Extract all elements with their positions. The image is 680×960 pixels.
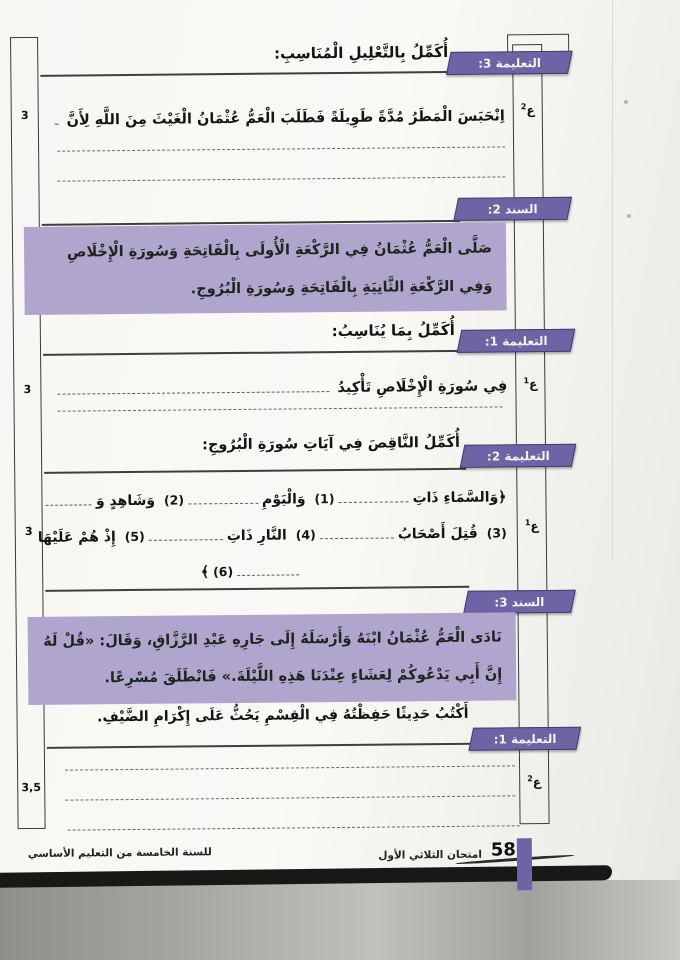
footer-level-label: للسنة الخامسة من التعليم الأساسي (27, 846, 212, 861)
score-value: 3 (23, 382, 32, 397)
answer-line (57, 146, 505, 151)
criteria-label: ع$^2$ (520, 102, 535, 118)
section-banner: التعليمة 3: (446, 51, 573, 75)
page-number: 58 (490, 839, 516, 861)
answer-blank (338, 489, 408, 503)
answer-blank (57, 391, 329, 395)
section-divider (47, 743, 475, 749)
answer-blank (46, 492, 92, 505)
answer-line (58, 406, 503, 411)
answer-line (68, 825, 520, 830)
score-value: 3 (24, 524, 33, 539)
answer-blank (320, 525, 394, 539)
section-banner: التعليمة 2: (460, 444, 577, 468)
page-number-bar (517, 838, 532, 890)
verse-line: (6)﴾ (57, 560, 509, 581)
score-value: 3 (20, 108, 29, 123)
section-title: أُكَمِّلُ بِمَا يُنَاسِبُ: (331, 320, 455, 341)
answer-blank (55, 124, 59, 125)
section-divider (45, 586, 469, 592)
criteria-column (512, 44, 549, 824)
section-banner: التعليمة 1: (468, 727, 581, 751)
section-divider (43, 350, 463, 356)
section-banner: السند 2: (453, 197, 572, 221)
verse-line: (3) قُتِلَ أَصْحَابُ(4) النَّارِ ذَاتِ(5) إِذْ هُمْ عَلَيْهَا (37, 525, 507, 546)
section-divider (40, 70, 512, 76)
criteria-label: ع$^2$ (527, 774, 542, 790)
score-column (10, 37, 46, 829)
verse-line: ﴿وَالسَّمَاءِ ذَاتِ(1) وَالْيَوْمِ(2) وَشَاهِدٍ وَ (56, 488, 508, 509)
answer-blank (188, 491, 258, 505)
section-divider (44, 468, 466, 474)
section-title: أُكَمِّلُ بِالتَّعْلِيلِ الْمُنَاسِبِ: (274, 42, 449, 63)
desk-background (0, 880, 680, 960)
section-banner: السند 3: (463, 590, 576, 614)
section-title: أَكْتُبُ حَدِيثًا حَفِظْتُهُ فِي الْقِسْمِ يَحُثُّ عَلَى إِكْرَامِ الضَّيْفِ. (97, 705, 469, 726)
answer-line (65, 795, 515, 800)
source-text: نَادَى الْعَمُّ عُثْمَانُ ابْنَهُ وَأَرْسَلَهُ إِلَى جَارِهِ عَبْدِ الرَّزَّاقِ، وَقَالَ: «قُلْ لَهُ إِنَّ أَبِي يَدْعُوكُمْ لِعَشَاءٍ عِنْدَنَا هَذِهِ اللَّيْلَةَ.» فَانْطَلَقَ مُسْرِعًا. (28, 612, 517, 705)
footer-exam-label: امتحان الثلاثي الأول (378, 848, 482, 862)
answer-blank (149, 527, 223, 541)
criteria-label: ع$^1$ (523, 376, 538, 392)
exam-sentence: اِنْحَبَسَ الْمَطَرُ مُدَّةً طَوِيلَةً فَطَلَبَ الْعَمُّ عُثْمَانُ الْغَيْثَ مِنَ اللَّهِ لِأَنَّ (55, 96, 505, 128)
answer-blank (237, 562, 299, 576)
source-text: صَلَّى الْعَمُّ عُثْمَانُ فِي الرَّكْعَةِ الْأُولَى بِالْفَاتِحَةِ وَسُورَةِ الْإِخْلَاصِ وَفِي الرَّكْعَةِ الثَّانِيَةِ بِالْفَاتِحَةِ وَسُورَةِ الْبُرُوجِ. (24, 222, 507, 315)
section-banner: التعليمة 1: (457, 329, 576, 353)
answer-line (57, 176, 505, 181)
section-title: أُكَمِّلُ النَّاقِصَ فِي آيَاتِ سُورَةِ الْبُرُوجِ: (202, 434, 461, 454)
criteria-label: ع$^1$ (524, 518, 539, 534)
score-value: 3,5 (21, 780, 42, 795)
exam-sentence: فِي سُورَةِ الْإِخْلَاصِ تَأْكِيدُ (57, 366, 507, 398)
answer-line (65, 765, 515, 770)
